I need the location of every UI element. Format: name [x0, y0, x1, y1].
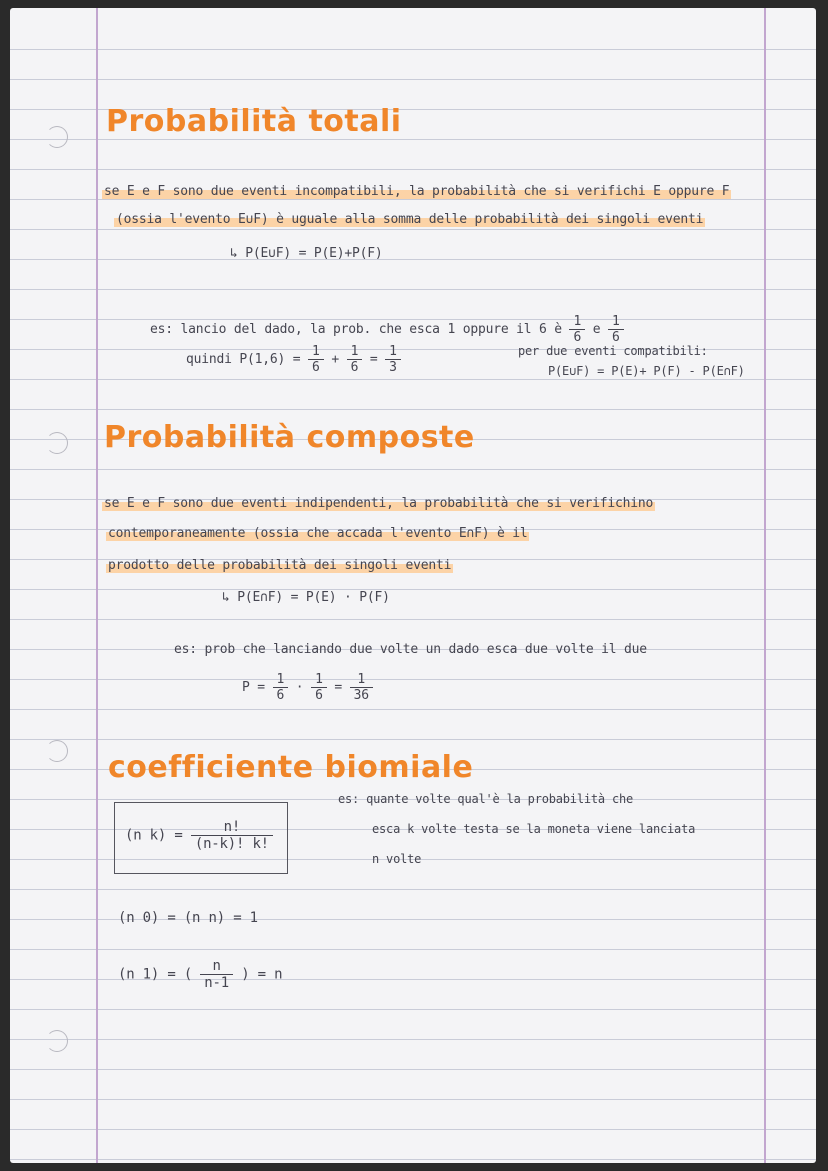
example-composte-line1: es: prob che lanciando due volte un dado esca due volte il due — [174, 642, 647, 657]
example-totali-line1: es: lancio del dado, la prob. che esca 1 oppure il 6 è $\frac{1}{6}$ e $\frac{1}{6}$ — [150, 314, 624, 345]
binomial-formula: (n k) = $\frac{n!}{(n-k)! k!}$ — [125, 819, 273, 852]
example-coefficiente-line3: n volte — [372, 852, 422, 866]
example-totali-calc: quindi P(1,6) = $\frac{1}{6}$ + $\frac{1}{6}$ = $\frac{1}{3}$ — [186, 344, 401, 375]
rule-totali-line1: se E e F sono due eventi incompatibili, la probabilità che si verifichi E oppure F — [104, 184, 730, 199]
section-title-composte: Probabilità composte — [104, 420, 475, 455]
example-coefficiente-line1: es: quante volte qual'è la probabilità che — [338, 792, 634, 806]
example-coefficiente-line2: esca k volte testa se la moneta viene lanciata — [372, 822, 696, 836]
note-compatibili-line1: per due eventi compatibili: — [518, 344, 708, 358]
notebook-page — [10, 8, 816, 1163]
binomial-identity-1: (n 0) = (n n) = 1 — [118, 910, 258, 926]
formula-composte: ↳ P(E∩F) = P(E) · P(F) — [222, 590, 390, 605]
rule-composte-line2: contemporaneamente (ossia che accada l'evento E∩F) è il — [108, 526, 528, 541]
formula-totali: ↳ P(E∪F) = P(E)+P(F) — [230, 246, 383, 261]
rule-composte-line1: se E e F sono due eventi indipendenti, la probabilità che si verifichino — [104, 496, 654, 511]
section-title-coefficiente: coefficiente biomiale — [108, 750, 474, 785]
binomial-identity-2: (n 1) = ( $\frac{n}{n-1}$ ) = n — [118, 958, 283, 991]
note-compatibili-line2: P(E∪F) = P(E)+ P(F) - P(E∩F) — [548, 364, 745, 378]
rule-composte-line3: prodotto delle probabilità dei singoli eventi — [108, 558, 452, 573]
section-title-totali: Probabilità totali — [106, 104, 402, 139]
example-composte-calc: P = $\frac{1}{6}$ · $\frac{1}{6}$ = $\frac{1}{36}$ — [242, 672, 373, 703]
rule-totali-line2: (ossia l'evento E∪F) è uguale alla somma delle probabilità dei singoli eventi — [116, 212, 704, 227]
binomial-formula-box — [114, 802, 288, 874]
